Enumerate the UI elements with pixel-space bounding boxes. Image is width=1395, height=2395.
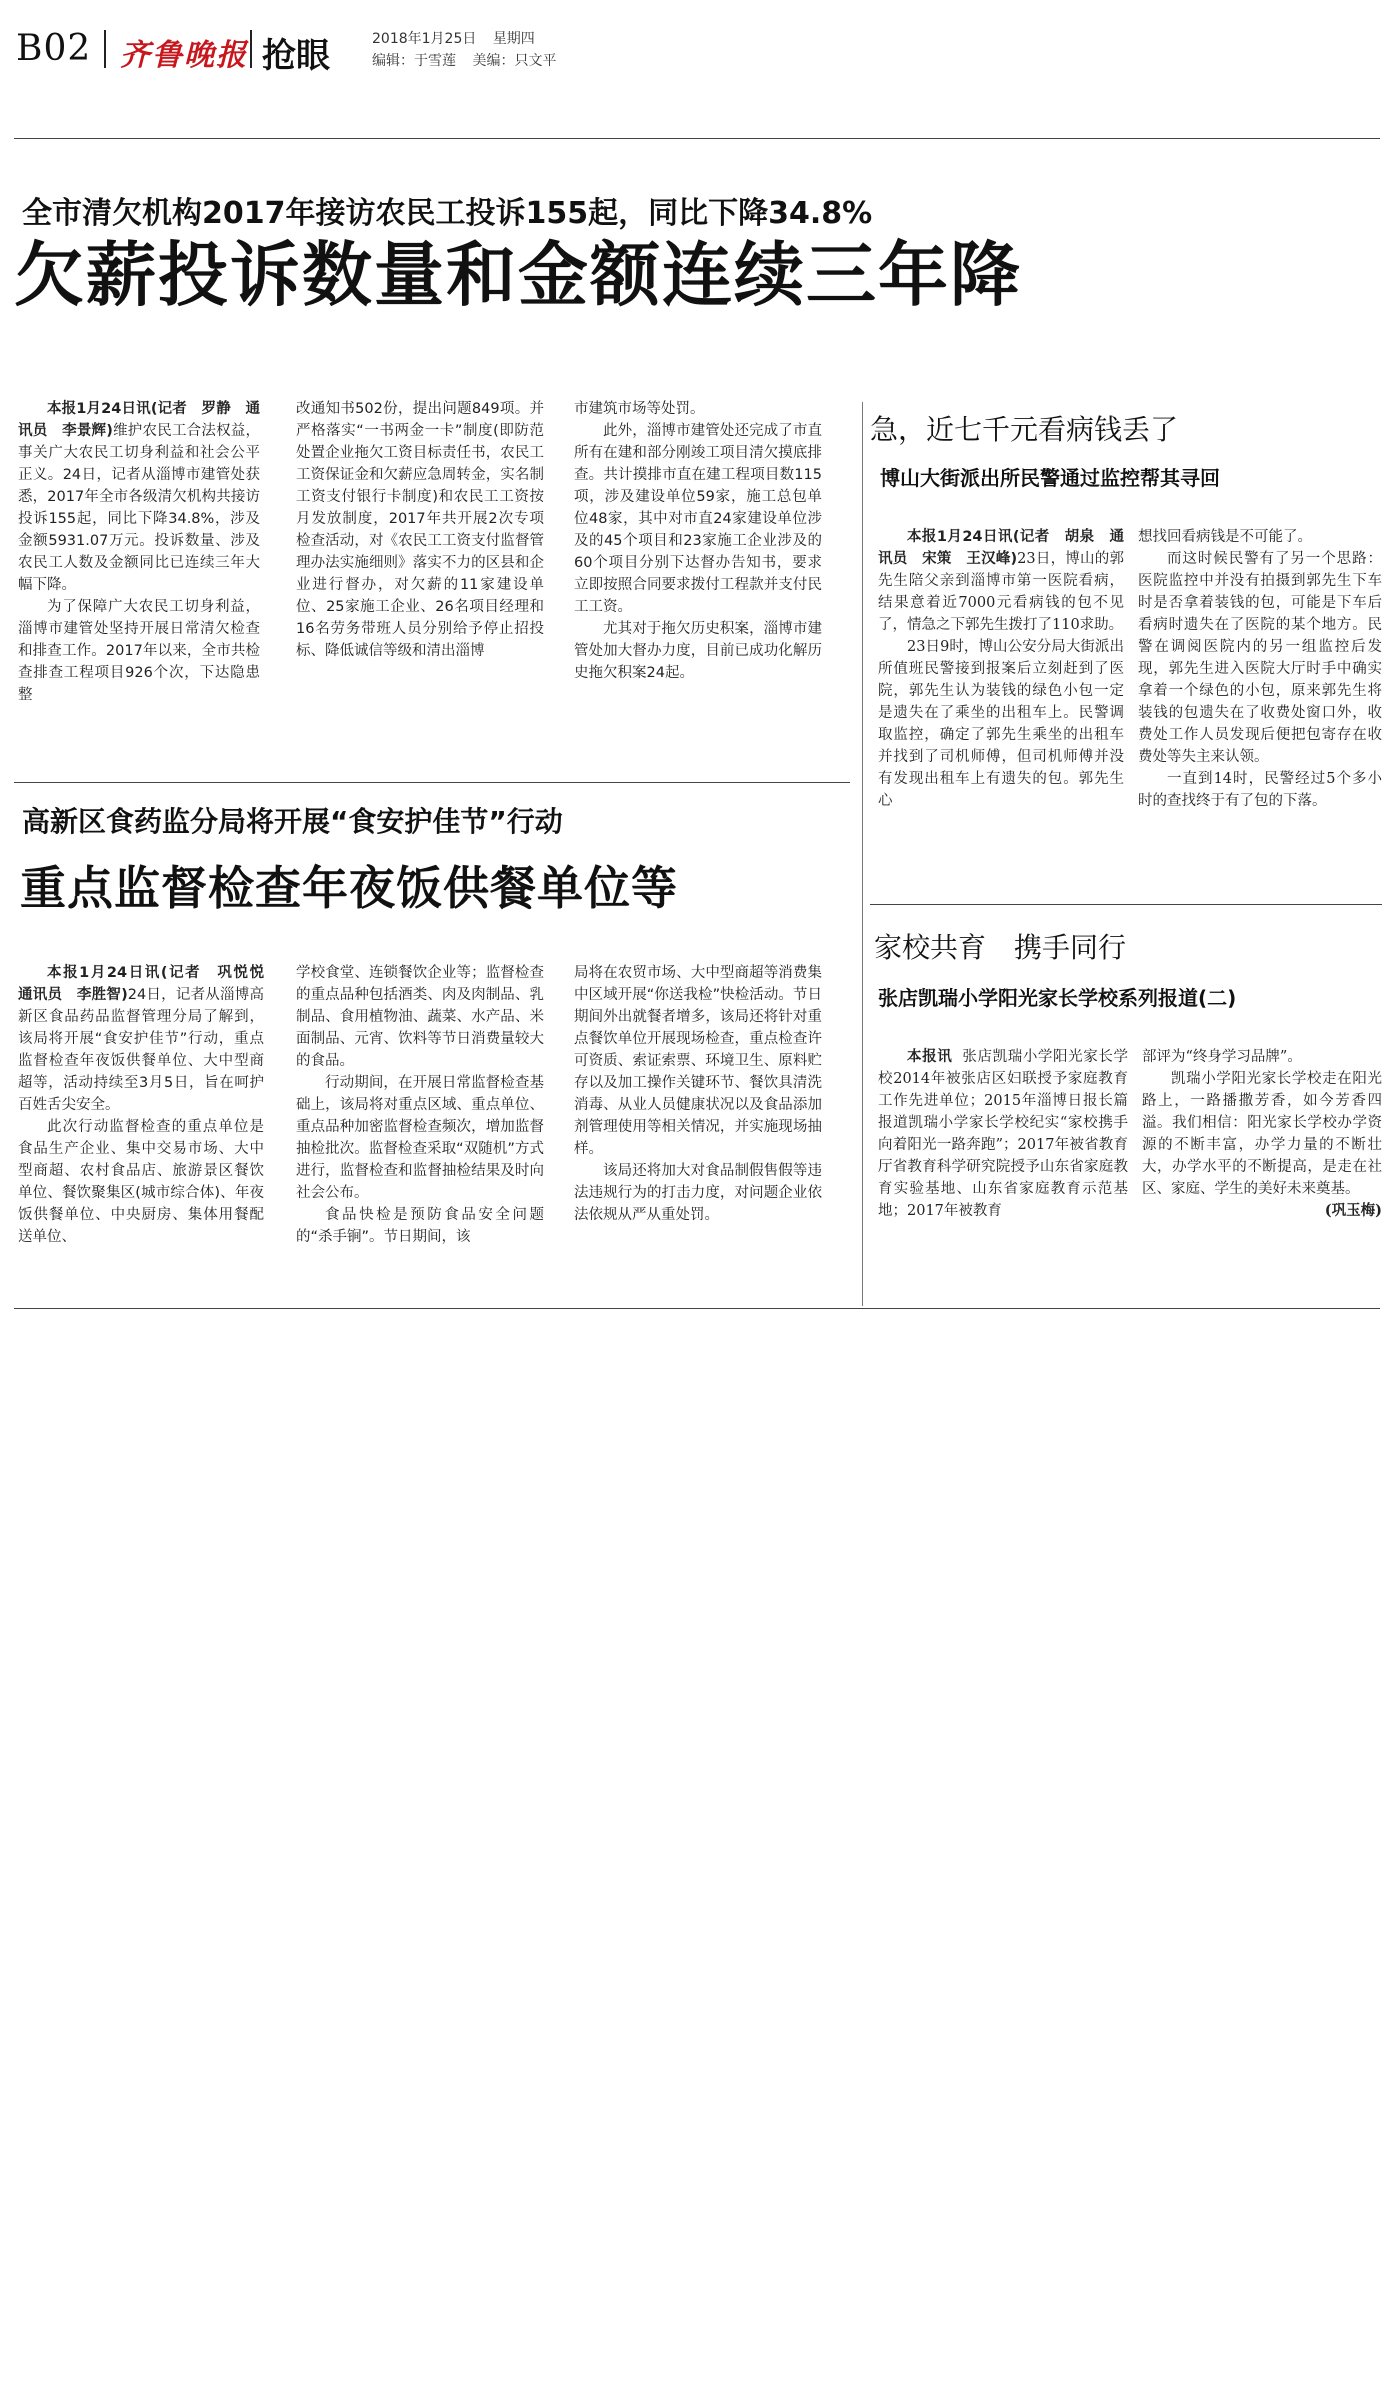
- article1-paragraph: 改通知书502份，提出问题849项。并严格落实“一书两金一卡”制度(即防范处置企业拖欠工资目标责任书，农民工工资保证金和欠薪应急周转金，实名制工资支付银行卡制度)和农民工工资按月发放制度，2017年共开展2次专项检查活动，对《农民工工资支付监督管理办法实施细则》落实不力的区县和企业进行督办，对欠薪的11家建设单位、25家施工企业、26名项目经理和16名劳务带班人员分别给予停止招投标、降低诚信等级和清出淄博: [296, 401, 544, 659]
- article1-kicker: 全市清欠机构2017年接访农民工投诉155起，同比下降34.8%: [22, 196, 873, 231]
- article4-column-2: [1142, 1046, 1382, 1222]
- article4-paragraph: 张店凯瑞小学阳光家长学校2014年被张店区妇联授予家庭教育工作先进单位；2015年淄博日报长篇报道凯瑞小学家长学校纪实“家校携手 向着阳光一路奔跑”；2017年被省教育厅省教育科学研究院授予山东省家庭教育实验基地、山东省家庭教育示范基地；2017年被教育: [878, 1049, 1143, 1219]
- issue-date: 2018年1月25日: [372, 31, 477, 47]
- page-number: B02: [16, 28, 92, 69]
- article3-column-2: [1138, 526, 1382, 812]
- article4-subhead: 张店凯瑞小学阳光家长学校系列报道(二): [878, 986, 1237, 1010]
- paper-name-logo: 齐鲁晚报: [120, 38, 248, 73]
- sidebar-divider: [862, 402, 863, 1306]
- page-bottom-rule: [14, 1308, 1380, 1309]
- article1-paragraph: 维护农民工合法权益，事关广大农民工切身利益和社会公平正义。24日，记者从淄博市建管处获悉，2017年全市各级清欠机构共接访投诉155起，同比下降34.8%，涉及金额5931.07万元。投诉数量、涉及农民工人数及金额同比已连续三年大幅下降。: [18, 423, 260, 593]
- article1-headline: 欠薪投诉数量和金额连续三年降: [14, 234, 1022, 316]
- date-line: [372, 28, 535, 48]
- article1-column-1: [18, 398, 260, 706]
- article2-column-2: [296, 962, 544, 1248]
- article4-paragraph: 凯瑞小学阳光家长学校走在阳光路上，一路播撒芳香，如今芳香四溢。我们相信：阳光家长学校办学资源的不断丰富，办学力量的不断壮大，办学水平的不断提高，是走在社区、家庭、学生的美好未来奠基。: [1142, 1071, 1382, 1197]
- article1-paragraph: 尤其对于拖欠历史积案，淄博市建管处加大督办力度，目前已成功化解历史拖欠积案24起。: [574, 621, 822, 681]
- article2-paragraph: 局将在农贸市场、大中型商超等消费集中区域开展“你送我检”快检活动。节日期间外出就餐者增多，该局还将针对重点餐饮单位开展现场检查，重点检查许可资质、索证索票、环境卫生、原料贮存以及加工操作关键环节、餐饮具清洗消毒、从业人员健康状况以及食品添加剂管理使用等相关情况，并实施现场抽样。: [574, 965, 822, 1157]
- designer-credit: 美编：只文平: [472, 53, 557, 69]
- section-rule: [14, 782, 850, 783]
- editor-line: [372, 50, 556, 70]
- article2-paragraph: 学校食堂、连锁餐饮企业等；监督检查的重点品种包括酒类、肉及肉制品、乳制品、食用植物油、蔬菜、水产品、米面制品、元宵、饮料等节日消费量较大的食品。: [296, 965, 544, 1069]
- article3-paragraph: 想找回看病钱是不可能了。: [1138, 529, 1312, 545]
- article2-paragraph: 行动期间，在开展日常监督检查基础上，该局将对重点区域、重点单位、重点品种加密监督检查频次，增加监督抽检批次。监督检查采取“双随机”方式进行，监督检查和监督抽检结果及时向社会公布。: [296, 1075, 544, 1201]
- masthead-divider: [250, 30, 252, 68]
- article4-author: (巩玉梅): [1324, 1202, 1382, 1219]
- article2-paragraph: 24日，记者从淄博高新区食品药品监督管理分局了解到，该局将开展“食安护佳节”行动，重点监督检查年夜饭供餐单位、大中型商超等，活动持续至3月5日，旨在呵护百姓舌尖安全。: [18, 987, 264, 1113]
- article2-paragraph: 此次行动监督检查的重点单位是食品生产企业、集中交易市场、大中型商超、农村食品店、旅游景区餐饮单位、餐饮聚集区(城市综合体)、年夜饭供餐单位、中央厨房、集体用餐配送单位、: [18, 1119, 264, 1245]
- article2-headline: 重点监督检查年夜饭供餐单位等: [20, 861, 678, 915]
- article3-headline: 急，近七千元看病钱丢了: [870, 413, 1179, 446]
- article4-headline: 家校共育 携手同行: [874, 931, 1127, 964]
- article2-paragraph: 食品快检是预防食品安全问题的“杀手锏”。节日期间，该: [296, 1207, 544, 1245]
- article1-paragraph: 此外，淄博市建管处还完成了市直所有在建和部分刚竣工项目清欠摸底排查。共计摸排市直在建工程项目数115项，涉及建设单位59家，施工总包单位48家，其中对市直24家建设单位涉及的45个项目和23家施工企业涉及的60个项目分别下达督办告知书，要求立即按照合同要求拨付工程款并支付民工工资。: [574, 423, 822, 615]
- editor-credit: 编辑：于雪莲: [372, 53, 456, 69]
- article3-paragraph: 23日，博山的郭先生陪父亲到淄博市第一医院看病，结果意着近7000元看病钱的包不见了，情急之下郭先生拨打了110求助。: [878, 551, 1124, 633]
- section-name: 抢眼: [262, 36, 330, 76]
- masthead-rule: [14, 138, 1380, 139]
- article3-paragraph: 而这时候民警有了另一个思路：医院监控中并没有拍摄到郭先生下车时是否拿着装钱的包，可能是下车后看病时遗失在了医院的某个地方。民警在调阅医院内的另一组监控后发现，郭先生进入医院大厅时手中确实拿着一个绿色的小包，原来郭先生将装钱的包遗失在了收费处窗口外，收费处工作人员发现后便把包寄存在收费处等失主来认领。: [1138, 551, 1382, 765]
- article4-paragraph: 部评为“终身学习品牌”。: [1142, 1049, 1302, 1065]
- article3-column-1: [878, 526, 1124, 812]
- masthead-divider: [104, 30, 106, 68]
- article2-column-3: [574, 962, 822, 1226]
- article2-kicker: 高新区食药监分局将开展“食安护佳节”行动: [22, 805, 563, 838]
- issue-weekday: 星期四: [492, 31, 535, 47]
- article4-column-1: [878, 1046, 1143, 1222]
- article1-paragraph: 市建筑市场等处罚。: [574, 401, 705, 417]
- sidebar-rule: [870, 904, 1382, 905]
- article2-byline: 本报1月24日讯(记者 巩悦悦 通讯员 李胜智): [18, 965, 279, 1003]
- article1-column-3: [574, 398, 822, 684]
- article3-paragraph: 一直到14时，民警经过5个多小时的查找终于有了包的下落。: [1138, 771, 1382, 809]
- article1-column-2: [296, 398, 544, 662]
- article3-subhead: 博山大街派出所民警通过监控帮其寻回: [880, 466, 1220, 490]
- article4-byline: 本报讯: [907, 1049, 953, 1065]
- article1-paragraph: 为了保障广大农民工切身利益，淄博市建管处坚持开展日常清欠检查和排查工作。2017年以来，全市共检查排查工程项目926个次，下达隐患整: [18, 599, 260, 703]
- article2-column-1: [18, 962, 279, 1248]
- article3-paragraph: 23日9时，博山公安分局大街派出所值班民警接到报案后立刻赶到了医院，郭先生认为装钱的绿色小包一定是遗失在了乘坐的出租车上。民警调取监控，确定了郭先生乘坐的出租车并找到了司机师傅，但司机师傅并没有发现出租车上有遗失的包。郭先生心: [878, 639, 1124, 809]
- article2-paragraph: 该局还将加大对食品制假售假等违法违规行为的打击力度，对问题企业依法依规从严从重处罚。: [574, 1163, 822, 1223]
- article3-byline: 本报1月24日讯(记者 胡泉 通讯员 宋策 王汉峰): [878, 529, 1124, 567]
- article1-byline: 本报1月24日讯(记者 罗静 通讯员 李景辉): [18, 401, 260, 439]
